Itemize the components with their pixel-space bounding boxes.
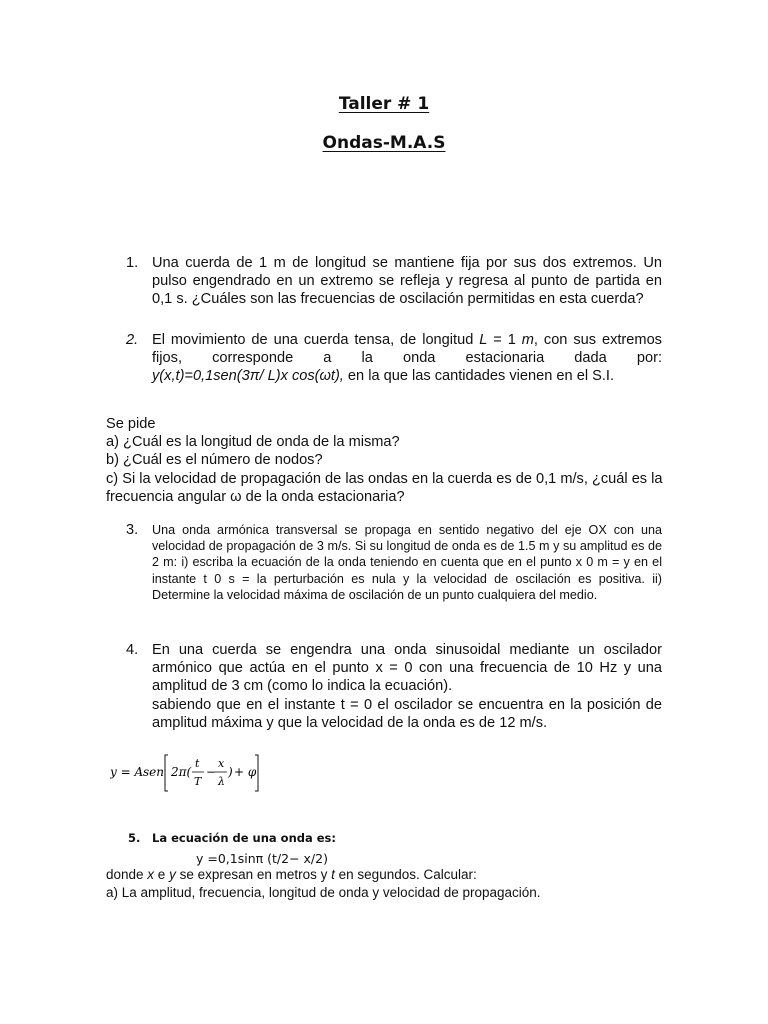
eq-x: x	[218, 757, 225, 770]
problem-5-question-a: a) La amplitud, frecuencia, longitud de onda y velocidad de propagación.	[106, 885, 541, 900]
problem-2-line-3: y(x,t)=0,1sen(3π/ L)x cos(ωt), en la que las cantidades vienen en el S.I.	[152, 368, 615, 385]
eq-T: T	[194, 775, 202, 788]
problem-5-equation: y =0,1sinπ (t/2− x/2)	[196, 851, 328, 866]
question-a: a) ¿Cuál es la longitud de onda de la misma?	[106, 434, 400, 451]
eq-lambda: λ	[218, 775, 225, 788]
eq-sen: sen	[143, 765, 164, 779]
problem-2	[126, 331, 662, 386]
eq-plus-phi: + φ	[234, 765, 257, 779]
problem-3-text: Una onda armónica transversal se propaga en sentido negativo del eje OX con una velocidad de propagación de 3 m/s. Si su longitud de onda es de 1.5 m y su amplitud es de 2 m: i) escriba la ecuación de la onda teniendo en cuenta que en el punto x 0 m = y en el instante t 0 s = la perturbación es nula y la velocidad de oscilación es positiva. ii) Determine la velocidad máxima de oscilación de un punto cualquiera del medio.	[152, 523, 662, 602]
problem-3	[126, 522, 662, 603]
question-b: b) ¿Cuál es el número de nodos?	[106, 452, 323, 469]
problem-1	[126, 254, 662, 309]
page-title: Taller # 1	[338, 94, 430, 114]
problem-1-text: Una cuerda de 1 m de longitud se mantiene fija por sus dos extremos. Un pulso engendrado en un extremo se refleja y regresa al punto de partida en 0,1 s. ¿Cuáles son las frecuencias de oscilación permitidas en esta cuerda?	[152, 255, 662, 308]
wave-equation-image	[110, 747, 270, 797]
questions-block	[106, 415, 664, 506]
eq-close: )	[228, 765, 233, 779]
eq-t: t	[195, 757, 200, 770]
problem-2-equation: y(x,t)=0,1sen(3π/ L)x cos(ωt),	[152, 368, 344, 385]
questions-intro: Se pide	[106, 416, 156, 432]
problem-1-number: 1.	[126, 255, 139, 271]
eq-two-pi: 2π(	[171, 765, 192, 779]
problem-2-number: 2.	[126, 332, 139, 348]
problem-5-heading-text: La ecuación de una onda es:	[152, 831, 337, 845]
problem-2-line-2: fijos, corresponde a la onda estacionaria dada por:	[152, 350, 662, 367]
problem-5-number: 5.	[128, 831, 141, 845]
problem-4-text: En una cuerda se engendra una onda sinusoidal mediante un oscilador armónico que actúa en el punto x = 0 con una frecuencia de 10 Hz y una amplitud de 3 cm (como lo indica la ecuación).	[152, 642, 662, 695]
problem-5-heading	[128, 829, 668, 847]
eq-minus: −	[206, 765, 217, 779]
eq-lhs: y = A	[110, 765, 144, 779]
problem-3-number: 3.	[126, 522, 139, 538]
problem-2-text	[152, 331, 662, 386]
problem-4-number: 4.	[126, 642, 139, 658]
eq-left-bracket	[165, 755, 168, 791]
problem-4-text-2: sabiendo que en el instante t = 0 el oscilador se encuentra en la posición de amplitud máxima y que la velocidad de la onda es de 12 m/s.	[152, 696, 662, 731]
page-subtitle: Ondas-M.A.S	[322, 133, 446, 153]
problem-4	[126, 641, 662, 732]
problem-2-line-1: El movimiento de una cuerda tensa, de longitud L = 1 m, con sus extremos	[152, 332, 662, 348]
question-c: c) Si la velocidad de propagación de las ondas en la cuerda es de 0,1 m/s, ¿cuál es la frecuencia angular ω de la onda estacionaria?	[106, 470, 663, 505]
problem-5-description: donde x e y se expresan en metros y t en segundos. Calcular:	[106, 867, 477, 882]
